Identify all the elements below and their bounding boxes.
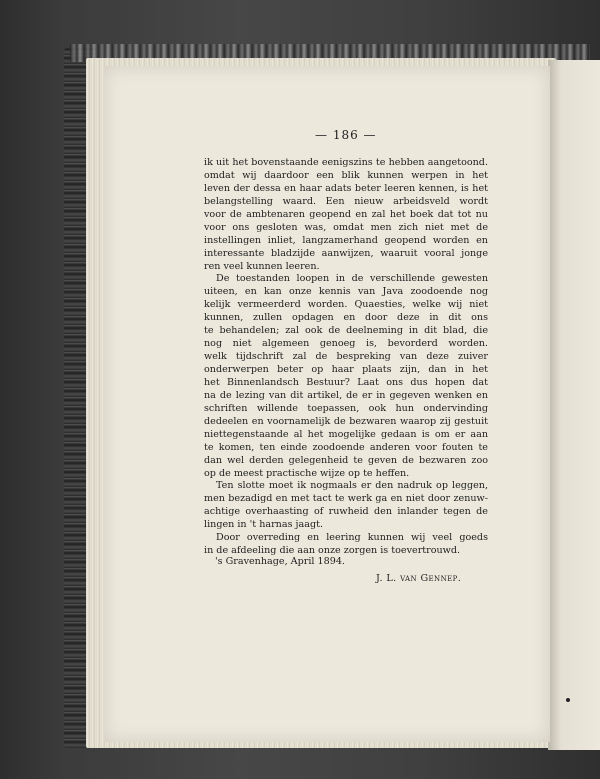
date-line: 's Gravenhage, April 1894.: [215, 556, 345, 567]
signature-name: van Gennep.: [400, 573, 462, 584]
text-line: leven der dessa en haar adats beter leeren kennen, is het: [204, 182, 488, 194]
text-line: voor de ambtenaren geopend en zal het boek dat tot nu: [204, 208, 488, 220]
page-number: — 186 —: [315, 128, 377, 142]
text-line: instellingen inliet, langzamerhand geopend worden en: [204, 234, 488, 246]
text-line: ren veel kunnen leeren.: [204, 260, 320, 272]
text-line: belangstelling waard. Een nieuw arbeidsveld wordt: [204, 195, 488, 207]
text-line: het Binnenlandsch Bestuur? Laat ons dus hopen dat: [204, 376, 488, 388]
author-signature: [376, 573, 461, 584]
text-line: nog niet algemeen genoeg is, bevorderd worden.: [204, 338, 488, 350]
text-line: dan wel derden gelegenheid te geven de bezwaren zoo: [204, 454, 488, 466]
text-line: lingen in 't harnas jaagt.: [204, 519, 324, 531]
text-line: omdat wij daardoor een blik kunnen werpen in het: [204, 169, 488, 181]
text-line: niettegenstaande al het mogelijke gedaan is om er aan: [204, 428, 488, 440]
body-text: [204, 157, 488, 558]
text-line: dedeelen en voornamelijk de bezwaren waarop zij gestuit: [204, 415, 488, 427]
text-line: interessante bladzijde aanwijzen, waaruit vooral jonge: [204, 247, 488, 259]
text-line: ik uit het bovenstaande eenigszins te hebben aangetoond.: [204, 157, 488, 168]
facing-page-edge: [548, 60, 600, 750]
text-line: na de lezing van dit artikel, de er in gegeven wenken en: [204, 389, 488, 401]
text-line: te komen, ten einde zoodoende anderen voor fouten te: [204, 441, 488, 453]
text-line: Ten slotte moet ik nogmaals er den nadruk op leggen,: [216, 480, 488, 492]
text-line: te behandelen; zal ook de deelneming in dit blad, die: [204, 325, 488, 337]
text-line: op de meest practische wijze op te heffen.: [204, 467, 410, 479]
text-line: De toestanden loopen in de verschillende gewesten: [216, 273, 488, 285]
text-line: men bezadigd en met tact te werk ga en niet door zenuw-: [204, 493, 488, 505]
text-line: welk tijdschrift zal de bespreking van deze zuiver: [204, 351, 488, 363]
text-line: achtige overhaasting of ruwheid den inlander tegen de: [204, 506, 488, 518]
text-line: kunnen, zullen opdagen en door deze in dit ons: [204, 312, 488, 324]
signature-initials: J. L.: [376, 573, 401, 584]
text-line: schriften willende toepassen, ook hun ondervinding: [204, 402, 488, 414]
text-line: kelijk vermeerderd worden. Quaesties, welke wij niet: [204, 299, 488, 311]
text-line: voor ons gesloten was, omdat men zich niet met de: [204, 221, 488, 233]
text-line: in de afdeeling die aan onze zorgen is toevertrouwd.: [204, 545, 461, 557]
text-line: uiteen, en kan onze kennis van Java zoodoende nog: [204, 286, 488, 298]
facing-page-mark: [566, 698, 570, 702]
text-line: Door overreding en leering kunnen wij veel goeds: [216, 532, 488, 544]
text-line: onderwerpen beter op haar plaats zijn, dan in het: [204, 364, 488, 376]
